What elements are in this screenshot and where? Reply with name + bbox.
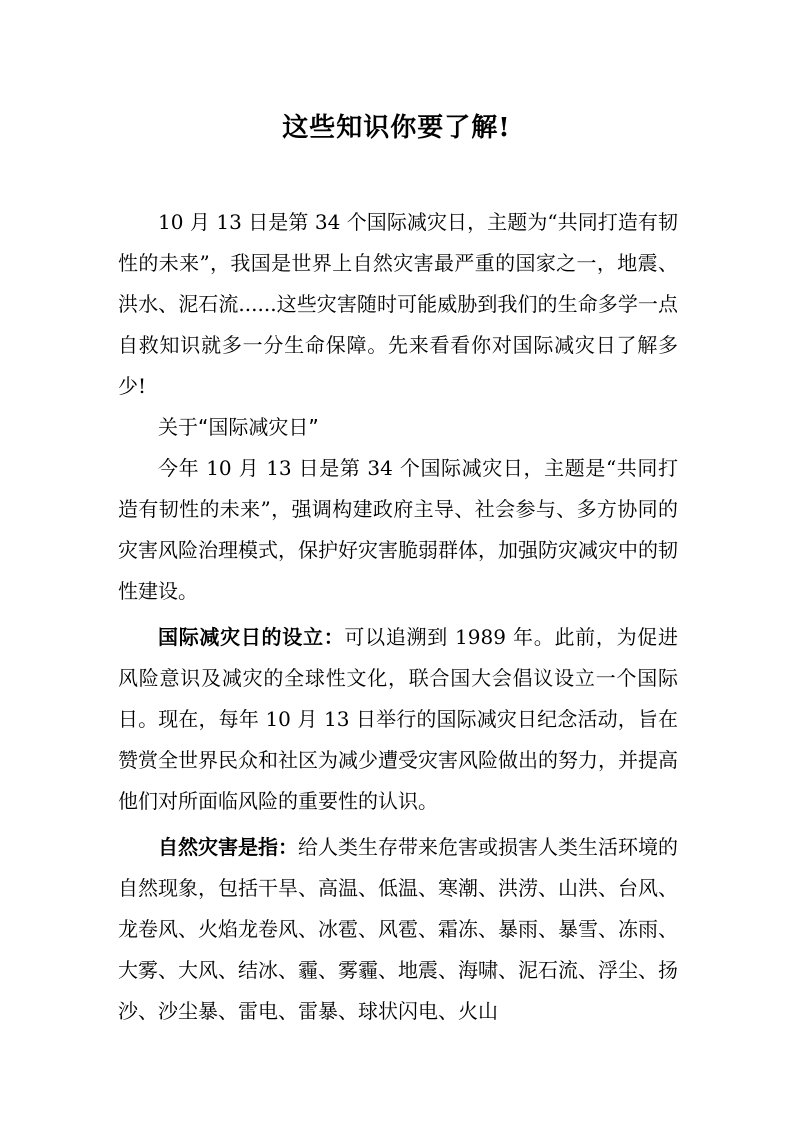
section-heading: 关于“国际减灾日” [158, 415, 319, 439]
document-title: 这些知识你要了解! [282, 113, 511, 143]
document-body [118, 202, 678, 1032]
disaster-text: 给人类生存带来危害或损害人类生活环境的自然现象，包括干旱、高温、低温、寒潮、洪涝、山洪、台风、龙卷风、火焰龙卷风、冰雹、风雹、霜冻、暴雨、暴雪、冻雨、大雾、大风、结冰、霾、雾霾、地震、海啸、泥石流、浮尘、扬沙、沙尘暴、雷电、雷暴、球状闪电、火山 [118, 835, 678, 1023]
origin-lead: 国际减灾日的设立： [158, 625, 345, 649]
origin-text: 可以追溯到 1989 年。此前，为促进风险意识及减灾的全球性文化，联合国大会倡议设立一个国际日。现在，每年 10 月 13 日举行的国际减灾日纪念活动，旨在赞赏全世界民众和社区为减少遭受灾害风险做出的努力，并提高他们对所面临风险的重要性的认识。 [118, 625, 679, 813]
origin-paragraph [118, 617, 678, 822]
intro-paragraph: 10 月 13 日是第 34 个国际减灾日，主题为“共同打造有韧性的未来”，我国是世界上自然灾害最严重的国家之一，地震、洪水、泥石流......这些灾害随时可能威胁到我们的生命多学一点自救知识就多一分生命保障。先来看看你对国际减灾日了解多少! [118, 210, 678, 398]
disaster-lead: 自然灾害是指： [158, 835, 298, 859]
disaster-paragraph [118, 827, 678, 1032]
theme-paragraph: 今年 10 月 13 日是第 34 个国际减灾日，主题是“共同打造有韧性的未来”，强调构建政府主导、社会参与、多方协同的灾害风险治理模式，保护好灾害脆弱群体，加强防灾减灾中的韧性建设。 [118, 456, 678, 603]
